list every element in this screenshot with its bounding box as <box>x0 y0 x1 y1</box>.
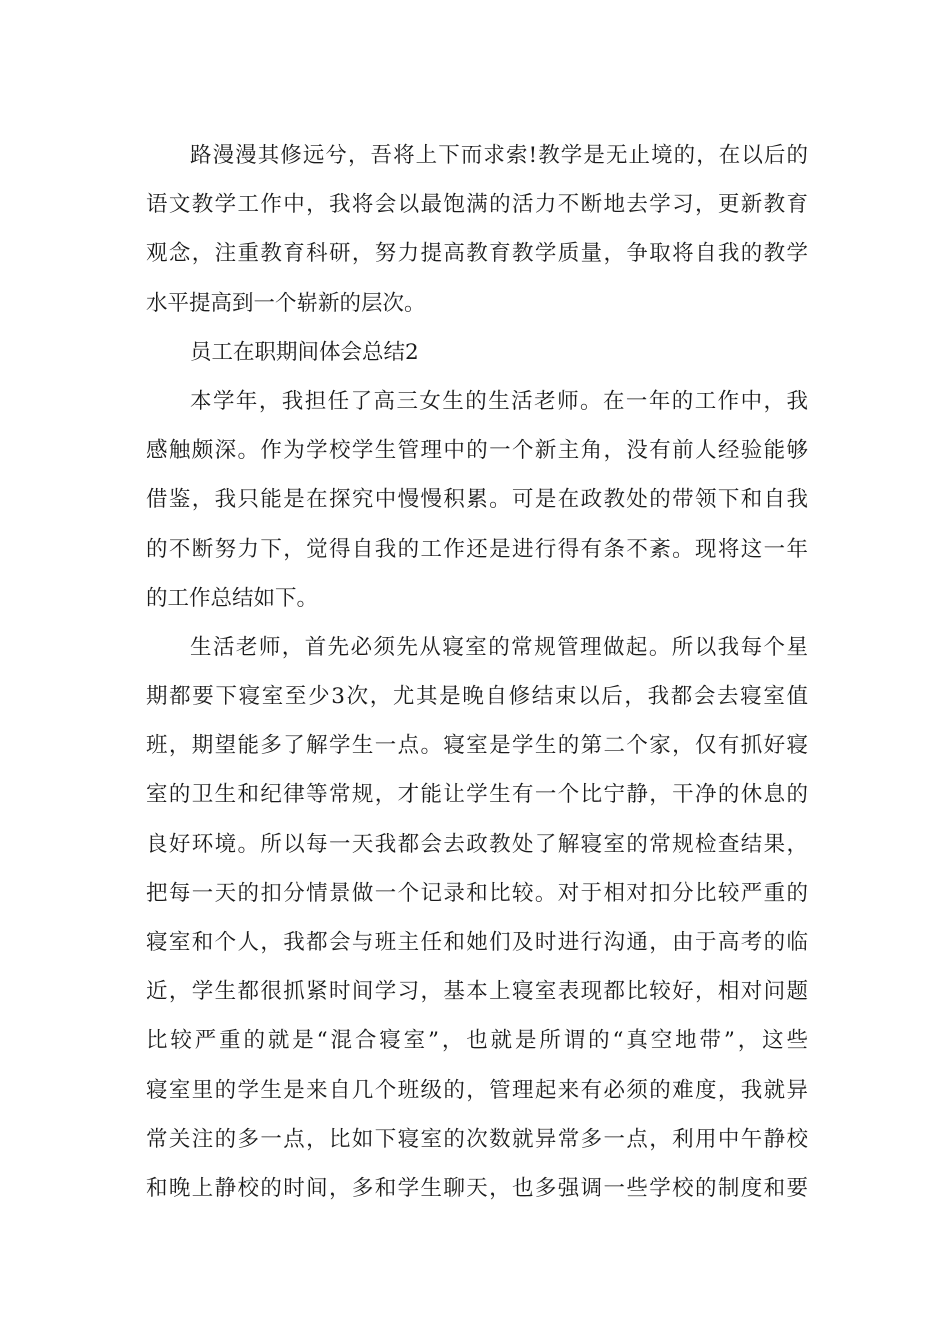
text-line: 本学年，我担任了高三女生的生活老师。在一年的工作中，我 <box>190 388 808 414</box>
text-line: 感触颇深。作为学校学生管理中的一个新主角，没有前人经验能够 <box>146 438 808 464</box>
text-line: 寝室里的学生是来自几个班级的，管理起来有必须的难度，我就异 <box>146 1077 808 1103</box>
paragraph-1 <box>146 131 808 328</box>
text-line: 期都要下寝室至少3次，尤其是晚自修结束以后，我都会去寝室值 <box>146 684 808 710</box>
text-line: 比较严重的就是“混合寝室”，也就是所谓的“真空地带”，这些 <box>146 1028 808 1054</box>
text-line: 借鉴，我只能是在探究中慢慢积累。可是在政教处的带领下和自我 <box>146 487 808 513</box>
paragraph-2 <box>146 377 808 623</box>
paragraph-3 <box>146 623 808 1213</box>
section-heading <box>146 328 808 377</box>
text-line: 的不断努力下，觉得自我的工作还是进行得有条不紊。现将这一年 <box>146 536 808 562</box>
text-line: 路漫漫其修远兮，吾将上下而求索!教学是无止境的，在以后的 <box>190 143 808 168</box>
text-line: 常关注的多一点，比如下寝室的次数就异常多一点，利用中午静校 <box>146 1126 808 1152</box>
text-line: 班，期望能多了解学生一点。寝室是学生的第二个家，仅有抓好寝 <box>146 733 808 759</box>
text-line: 生活老师，首先必须先从寝室的常规管理做起。所以我每个星 <box>190 634 808 660</box>
text-line: 良好环境。所以每一天我都会去政教处了解寝室的常规检查结果， <box>146 831 808 857</box>
text-line: 的工作总结如下。 <box>146 585 319 611</box>
text-line: 近，学生都很抓紧时间学习，基本上寝室表现都比较好，相对问题 <box>146 979 808 1005</box>
text-line: 寝室和个人，我都会与班主任和她们及时进行沟通，由于高考的临 <box>146 930 808 955</box>
text-line: 水平提高到一个崭新的层次。 <box>146 290 426 316</box>
heading-text: 员工在职期间体会总结2 <box>190 339 419 365</box>
text-line: 把每一天的扣分情景做一个记录和比较。对于相对扣分比较严重的 <box>146 880 808 906</box>
text-line: 观念，注重教育科研，努力提高教育教学质量，争取将自我的教学 <box>146 241 808 267</box>
text-line: 语文教学工作中，我将会以最饱满的活力不断地去学习，更新教育 <box>146 192 808 218</box>
text-line: 和晚上静校的时间，多和学生聊天，也多强调一些学校的制度和要 <box>146 1175 808 1201</box>
document-body <box>146 131 808 1213</box>
text-line: 室的卫生和纪律等常规，才能让学生有一个比宁静，干净的休息的 <box>146 782 808 808</box>
